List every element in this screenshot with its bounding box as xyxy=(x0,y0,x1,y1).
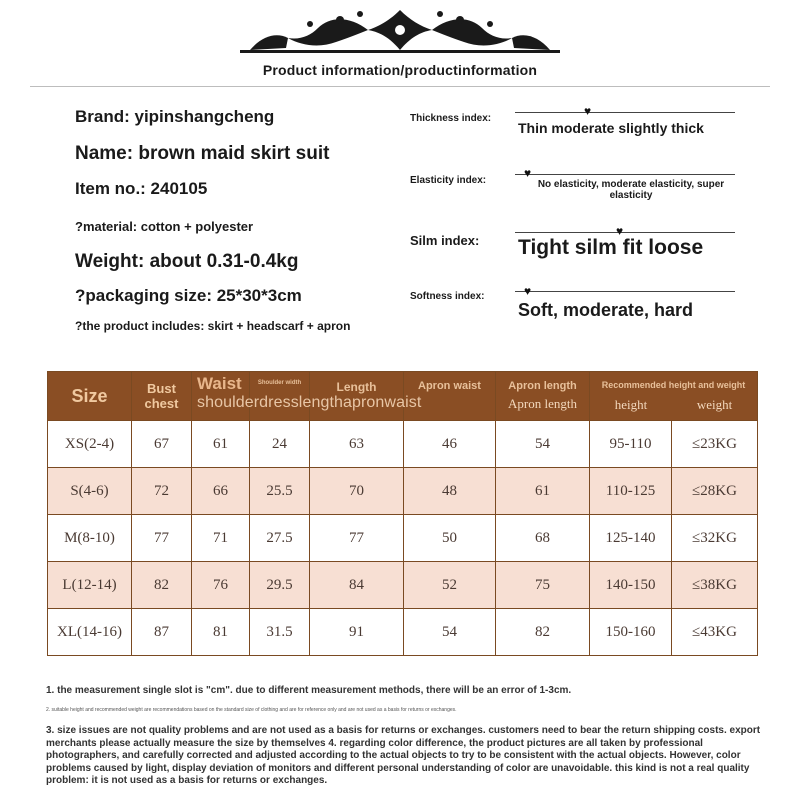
header-bust: Bust chest xyxy=(132,372,192,421)
table-cell: ≤23KG xyxy=(672,421,758,468)
table-row xyxy=(48,562,758,609)
table-cell: 52 xyxy=(404,562,496,609)
table-cell: XS(2-4) xyxy=(48,421,132,468)
header-overlay-text: shoulderdresslengthapronwaist xyxy=(197,394,422,411)
table-cell: 27.5 xyxy=(250,515,310,562)
table-cell: 48 xyxy=(404,468,496,515)
table-cell: 95-110 xyxy=(590,421,672,468)
includes-text: ?the product includes: skirt + headscarf + apron xyxy=(75,319,351,333)
table-row xyxy=(48,515,758,562)
header-recommended-cell xyxy=(590,372,758,421)
elasticity-index-value: No elasticity, moderate elasticity, super elasticity xyxy=(537,179,725,201)
table-cell: ≤28KG xyxy=(672,468,758,515)
header-recommended: Recommended height and weight xyxy=(601,379,746,390)
table-cell: 82 xyxy=(496,609,590,656)
table-cell: 77 xyxy=(132,515,192,562)
weight-text: Weight: about 0.31-0.4kg xyxy=(75,251,299,272)
table-cell: 46 xyxy=(404,421,496,468)
table-cell: 87 xyxy=(132,609,192,656)
silm-index-label: Silm index: xyxy=(410,233,480,248)
table-cell: 54 xyxy=(496,421,590,468)
table-cell: ≤43KG xyxy=(672,609,758,656)
brand-text: Brand: yipinshangcheng xyxy=(75,107,275,126)
softness-index-label: Softness index: xyxy=(410,291,485,302)
silm-index-value: Tight silm fit loose xyxy=(518,236,704,259)
decorative-ornament xyxy=(240,6,560,54)
table-cell: 72 xyxy=(132,468,192,515)
divider xyxy=(30,86,770,87)
table-row xyxy=(48,609,758,656)
header-size: Size xyxy=(48,372,132,421)
softness-index-value: Soft, moderate, hard xyxy=(518,300,694,320)
table-cell: 84 xyxy=(310,562,404,609)
elasticity-index-label: Elasticity index: xyxy=(410,175,487,186)
table-cell: 81 xyxy=(192,609,250,656)
table-cell: 67 xyxy=(132,421,192,468)
header-waist: Waist xyxy=(197,374,242,393)
table-cell: S(4-6) xyxy=(48,468,132,515)
softness-index-line xyxy=(515,291,735,292)
thickness-index-label: Thickness index: xyxy=(410,113,492,124)
table-cell: XL(14-16) xyxy=(48,609,132,656)
header-shoulder: Shoulder width xyxy=(257,380,302,386)
header-apron-length-cell xyxy=(496,372,590,421)
thickness-index-line xyxy=(515,112,735,113)
table-cell: 66 xyxy=(192,468,250,515)
table-cell: 110-125 xyxy=(590,468,672,515)
item-number-text: Item no.: 240105 xyxy=(75,179,208,198)
header-length: Length xyxy=(336,380,377,394)
header-apron-length-sub: Apron length xyxy=(508,396,577,411)
header-height: height xyxy=(614,396,648,412)
table-cell: 70 xyxy=(310,468,404,515)
heart-icon: ♥ xyxy=(524,284,532,298)
table-row xyxy=(48,421,758,468)
table-cell: 29.5 xyxy=(250,562,310,609)
heart-icon: ♥ xyxy=(616,224,624,238)
table-cell: M(8-10) xyxy=(48,515,132,562)
table-cell: 91 xyxy=(310,609,404,656)
table-row xyxy=(48,468,758,515)
table-cell: ≤38KG xyxy=(672,562,758,609)
table-cell: 125-140 xyxy=(590,515,672,562)
table-cell: 61 xyxy=(192,421,250,468)
table-cell: 82 xyxy=(132,562,192,609)
elasticity-index-line xyxy=(515,174,735,175)
material-text: ?material: cotton + polyester xyxy=(75,219,254,234)
table-cell: 25.5 xyxy=(250,468,310,515)
table-cell: L(12-14) xyxy=(48,562,132,609)
table-cell: 63 xyxy=(310,421,404,468)
product-name-text: Name: brown maid skirt suit xyxy=(75,143,330,164)
header-apron-length: Apron length xyxy=(508,380,577,392)
silm-index-line xyxy=(515,232,735,233)
table-cell: 150-160 xyxy=(590,609,672,656)
table-cell: 77 xyxy=(310,515,404,562)
table-cell: 24 xyxy=(250,421,310,468)
note-recommendation: 2. suitable height and recommended weight are recommendations based on the standard size of clothing and are for reference only and are not used as a basis for returns or exchanges. xyxy=(46,707,457,713)
note-measurement: 1. the measurement single slot is "cm". due to different measurement methods, there will be an error of 1-3cm. xyxy=(46,685,572,696)
header-weight: weight xyxy=(696,396,733,412)
table-cell: 61 xyxy=(496,468,590,515)
table-cell: 31.5 xyxy=(250,609,310,656)
table-cell: 71 xyxy=(192,515,250,562)
heart-icon: ♥ xyxy=(524,166,532,180)
table-cell: 50 xyxy=(404,515,496,562)
thickness-index-value: Thin moderate slightly thick xyxy=(518,120,704,136)
table-cell: ≤32KG xyxy=(672,515,758,562)
heart-icon: ♥ xyxy=(584,104,592,118)
size-chart-table xyxy=(47,371,758,656)
note-quality: 3. size issues are not quality problems and are not used as a basis for returns or exchanges. customers need to bear the return shipping costs. export merchants please actually measure the size by themselves 4. regarding color difference, the product pictures are all taken by professional photographers, and carefully corrected and adjusted according to the actual objects to try to be consistent with the actual objects. However, color problems caused by light, display deviation of monitors and different personal understanding of color are unavoidable. this kind is not a real quality problem: it is not used as a basis for returns or exchanges. xyxy=(46,725,761,786)
size-table-body xyxy=(48,421,758,656)
table-cell: 76 xyxy=(192,562,250,609)
header-apron-waist: Apron waist xyxy=(418,380,481,392)
page-title: Product information/productinformation xyxy=(262,62,538,78)
table-cell: 54 xyxy=(404,609,496,656)
table-cell: 75 xyxy=(496,562,590,609)
table-cell: 68 xyxy=(496,515,590,562)
table-cell: 140-150 xyxy=(590,562,672,609)
packaging-text: ?packaging size: 25*30*3cm xyxy=(75,286,302,305)
